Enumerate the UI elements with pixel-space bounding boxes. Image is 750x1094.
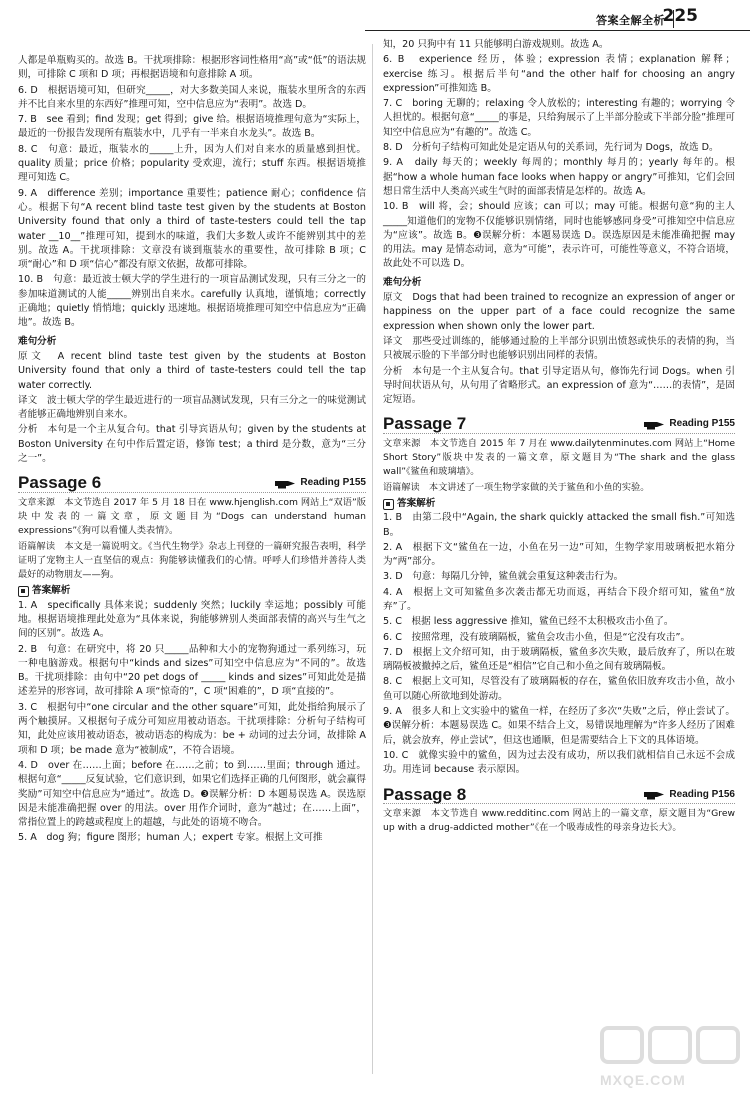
column-divider xyxy=(372,44,373,1074)
watermark xyxy=(600,1026,740,1088)
right-paragraph: 7. C boring 无聊的；relaxing 令人放松的；interesting 有趣的；worrying 令人担忧的。根据句意“_____的事是，只给狗展示了上半部分脸或下半部分脸”推理可知空中信息应为“有趣的”。故选 C。 xyxy=(383,98,735,138)
passage6-answer-item: 4. D over 在……上面；before 在……之前；to 到……里面；through 通过。根据句意“_____反复试验，它们意识到，如果它们选择正确的几何图形，就会赢得奖励”可知空中信息应为“通过”。故选 D。❸误解分析：D 本题易误选 A。误选原因是未能准确把握 over 的用法。over 用作介词时，意为“越过；在……上面”，常指位置上的跨越或程度上的超越，与此处的语境不吻合。 xyxy=(18,759,366,829)
passage7-answer-item: 9. A 很多人和上文实验中的鲨鱼一样，在经历了多次“失败”之后，停止尝试了。❸误解分析：本题易误选 C。如果不结合上文，易错误地理解为“许多人经历了困难后，就会放弃，停止尝试”，但这也通顺，但是需要结合上下文的具体语境。 xyxy=(383,706,735,746)
header-rule xyxy=(365,30,750,31)
right-heading: 难句分析 xyxy=(383,276,422,288)
passage7-reading-label: Reading P155 xyxy=(669,418,735,430)
passage7-answer-item: 7. D 根据上文介绍可知，由于玻璃隔板，鲨鱼多次失败，最后放弃了，所以在玻璃隔板被撤掉之后，鲨鱼还是“相信”它自己和小鱼之间有玻璃隔板。 xyxy=(383,646,735,673)
passage6-reading-ref xyxy=(274,476,366,490)
passage7-summary: 语篇解读 本文讲述了一项生物学家做的关于鲨鱼和小鱼的实验。 xyxy=(383,481,650,493)
page-header xyxy=(365,4,750,34)
pointing-hand-icon xyxy=(643,419,665,430)
passage6-reading-label: Reading P155 xyxy=(300,477,366,489)
passage8-heading xyxy=(383,784,735,804)
passage7-answer-item: 1. B 由第二段中“Again, the shark quickly attacked the small fish.”可知选 B。 xyxy=(383,512,739,538)
passage6-summary: 语篇解读 本文是一篇说明文。《当代生物学》杂志上刊登的一篇研究报告表明，科学证明了宠物主人一直坚信的观点：狗能够读懂我们的心情。呼呼人们珍惜并善待人类最好的动物朋友——狗。 xyxy=(18,540,366,581)
right-paragraph: 知，20 只狗中有 11 只能够明白游戏规则。故选 A。 xyxy=(383,39,609,50)
passage7-heading xyxy=(383,414,735,434)
right-paragraph: 分析 本句是一个主从复合句。that 引导定语从句，修饰先行词 Dogs。when 引导时间状语从句，从句用了省略形式。an expression of 意为“……的表情”，是固定短语。 xyxy=(383,365,735,406)
answer-icon xyxy=(383,499,394,510)
left-paragraph: 人都是单瓶购买的。故选 B。干扰项排除：根据形容词性格用“高”或“低”的语法规则，可排除 C 项和 D 项；再根据语境和句意排除 A 项。 xyxy=(18,55,366,81)
passage7-answer-item: 4. A 根据上文可知鲨鱼多次袭击都无功而返，再结合下段介绍可知，鲨鱼“放弃”了。 xyxy=(383,586,735,612)
watermark-text: MXQE.COM xyxy=(600,1072,686,1088)
header-label: 答案全解全析 xyxy=(596,14,665,27)
left-paragraph: 原文 A recent blind taste test given by the students at Boston University found that only a third of taste-testers could tell the tap water correctly. xyxy=(18,350,370,391)
passage6-answer-item: 5. A dog 狗；figure 图形；human 人；expert 专家。根据上文可推 xyxy=(18,832,323,844)
right-paragraph: 10. B will 将，会；should 应该；can 可以；may 可能。根据句意“狗的主人_____知道他们的宠物不仅能够识别情绪，同时也能够感同身受”可推知空中信息应为“应该”。故选 B。❸误解分析：本题易误选 D。误选原因是未能准确把握 may 的用法。may 是情态动词，意为“可能”，表示许可，可能性等意义，不符合语境，故此处不可以选 D。 xyxy=(383,201,739,270)
answer-icon xyxy=(18,586,29,597)
watermark-logo-icon xyxy=(600,1026,740,1066)
passage7-title: Passage 7 xyxy=(383,414,467,434)
left-paragraph: 9. A difference 差别；importance 重要性；patience 耐心；confidence 信心。根据下句“A recent blind taste test given by the students at Boston University found that only a third of taste-testers could tell the tap water __10__”推理可知，提到水的味道，我们大多数人或许不能辨别其中的差别。故选 A。干扰项排除：文章没有谈到瓶装水的重要性，故可排除 B 项；C 项“耐心”和 D 项“信心”都没有原文依据，故都可排除。 xyxy=(18,187,370,271)
passage7-answer-heading xyxy=(383,497,735,511)
left-paragraph: 6. D 根据语境可知，但研究_____，对大多数美国人来说，瓶装水里所含的东西并不比自来水里的东西好”推理可知，空中信息应为“表明”。故选 D。 xyxy=(18,84,366,110)
passage7-answer-item: 6. C 按照常理，没有玻璃隔板，鲨鱼会攻击小鱼，但是“它没有攻击”。 xyxy=(383,631,691,643)
left-paragraph: 7. B see 看到；find 发现；get 得到；give 给。根据语境推理句意为“实际上，最近的一份报告发现所有瓶装水中，几乎有一半来自水龙头”。故选 B。 xyxy=(18,114,366,140)
passage6-source: 文章来源 本文节选自 2017 年 5 月 18 日在 www.hjenglish.com 网站上“双语”版块中发表的一篇文章，原文题目为“Dogs can understand human expressions”《狗可以看懂人类表情》。 xyxy=(18,496,369,537)
right-paragraph: 原文 Dogs that had been trained to recognize an expression of anger or happiness on the upper part of a face could recognize the same expression when shown only the lower part. xyxy=(383,292,739,332)
passage6-heading xyxy=(18,473,366,493)
passage7-answer-item: 10. C 就像实验中的鲨鱼，因为过去没有成功，所以我们就相信自己永远不会成功。用连词 because 表示原因。 xyxy=(383,749,735,776)
passage6-answer-item: 2. B 句意：在研究中，将 20 只_____品种和大小的宠物狗通过一系列练习，玩一种电脑游戏。根据句中“kinds and sizes”可知空中信息应为“不同的”。故选 B。干扰项排除：由句中“20 pet dogs of _____ kinds and sizes”可知此处是描述差异的形容词，故可排除 A 项“惊奇的”，C 项“困难的”，D 项“直接的”。 xyxy=(18,643,370,698)
passage8-title: Passage 8 xyxy=(383,784,467,804)
passage8-reading-label: Reading P156 xyxy=(669,788,735,800)
left-heading: 难句分析 xyxy=(18,335,57,347)
passage6-answer-heading xyxy=(18,584,366,598)
right-paragraph: 译文 那些受过训练的，能够通过脸的上半部分识别出愤怒或快乐的表情的狗，当只被展示脸的下半部分时也能够识别出同样的表情。 xyxy=(383,335,735,362)
passage8-reading-ref xyxy=(643,788,735,802)
right-paragraph: 6. B experience 经历，体验；expression 表情；explanation 解释；exercise 练习。根据后半句“and the other half for choosing an angry expression”可推知选 B。 xyxy=(383,54,739,94)
left-column xyxy=(18,54,370,847)
right-paragraph: 9. A daily 每天的；weekly 每周的；monthly 每月的；yearly 每年的。根据“how a whole human face looks when happy or angry”可推知，它们会回想日常生活中人类高兴或生气时的面部表情是怎样的。故选 A。 xyxy=(383,157,735,197)
passage7-reading-ref xyxy=(643,417,735,431)
passage7-source: 文章来源 本文节选自 2015 年 7 月在 www.dailytenminutes.com 网站上“Home Short Story”版块中发表的一篇文章，原文题目为“The shark and the glass wall”《鲨鱼和玻璃墙》。 xyxy=(383,437,738,478)
left-paragraph: 10. B 句意：最近波士顿大学的学生进行的一项盲品测试发现，只有三分之一的参加味道测试的人能_____辨别出自来水。carefully 认真地，谨慎地；correctly 正确地；quietly 悄悄地；quickly 迅速地。根据语境推理可知空中信息应为“正确地”。故选 B。 xyxy=(18,274,370,329)
pointing-hand-icon xyxy=(274,478,296,489)
pointing-hand-icon xyxy=(643,789,665,800)
passage7-answer-label: 答案解析 xyxy=(397,497,436,509)
passage7-answer-item: 2. A 根据下文“鲨鱼在一边，小鱼在另一边”可知，生物学家用玻璃板把水箱分为“两”部分。 xyxy=(383,541,735,568)
passage8-source: 文章来源 本文节选自 www.redditinc.com 网站上的一篇文章，原文题目为“Grew up with a drug-addicted mother”《在一个吸毒成性的母亲身边长大》。 xyxy=(383,807,738,834)
passage7-answer-item: 8. C 根据上文可知，尽管没有了玻璃隔板的存在，鲨鱼依旧放弃攻击小鱼，故小鱼可以随心所欲地到处游动。 xyxy=(383,676,735,702)
right-column xyxy=(383,38,739,836)
left-paragraph: 分析 本句是一个主从复合句。that 引导宾语从句；given by the students at Boston University 在句中作后置定语，修饰 test；a third 是分数，意为“三分之一”。 xyxy=(18,424,370,465)
passage6-answer-label: 答案解析 xyxy=(32,585,71,597)
left-paragraph: 8. C 句意：最近，瓶装水的_____上升，因为人们对自来水的质量感到担忧。quality 质量；price 价格；popularity 受欢迎，流行；stuff 东西。根据语境推理可知选 C。 xyxy=(18,143,366,184)
passage7-answer-item: 3. D 句意：每隔几分钟，鲨鱼就会重复这种袭击行为。 xyxy=(383,571,624,583)
passage7-answer-item: 5. C 根据 less aggressive 推知，鲨鱼已经不太积极攻击小鱼了。 xyxy=(383,616,674,628)
passage6-answer-item: 3. C 根据句中“one circular and the other square”可知，此处指给狗展示了两个触摸屏。又根据句子成分可知应用被动语态。干扰项排除：分析句子结构可知，此处应该用被动语态，被动语态的构成为：be + 动词的过去分词，故排除 A 项和 D 项；be made 意为“被制成”，不符合语境。 xyxy=(18,701,370,756)
left-paragraph: 译文 波士顿大学的学生最近进行的一项盲品测试发现，只有三分之一的味觉测试者能够正确地辨别自来水。 xyxy=(18,394,366,421)
passage6-title: Passage 6 xyxy=(18,473,102,493)
passage6-answer-item: 1. A specifically 具体来说；suddenly 突然；luckily 幸运地；possibly 可能地。根据语境推理此处意为“具体来说，狗能够辨别人类面部表情的高兴与生气之间的区别”。故选 A。 xyxy=(18,599,366,640)
page-number: 225 xyxy=(662,6,698,26)
right-paragraph: 8. D 分析句子结构可知此处是定语从句的关系词，先行词为 Dogs，故选 D。 xyxy=(383,142,719,154)
